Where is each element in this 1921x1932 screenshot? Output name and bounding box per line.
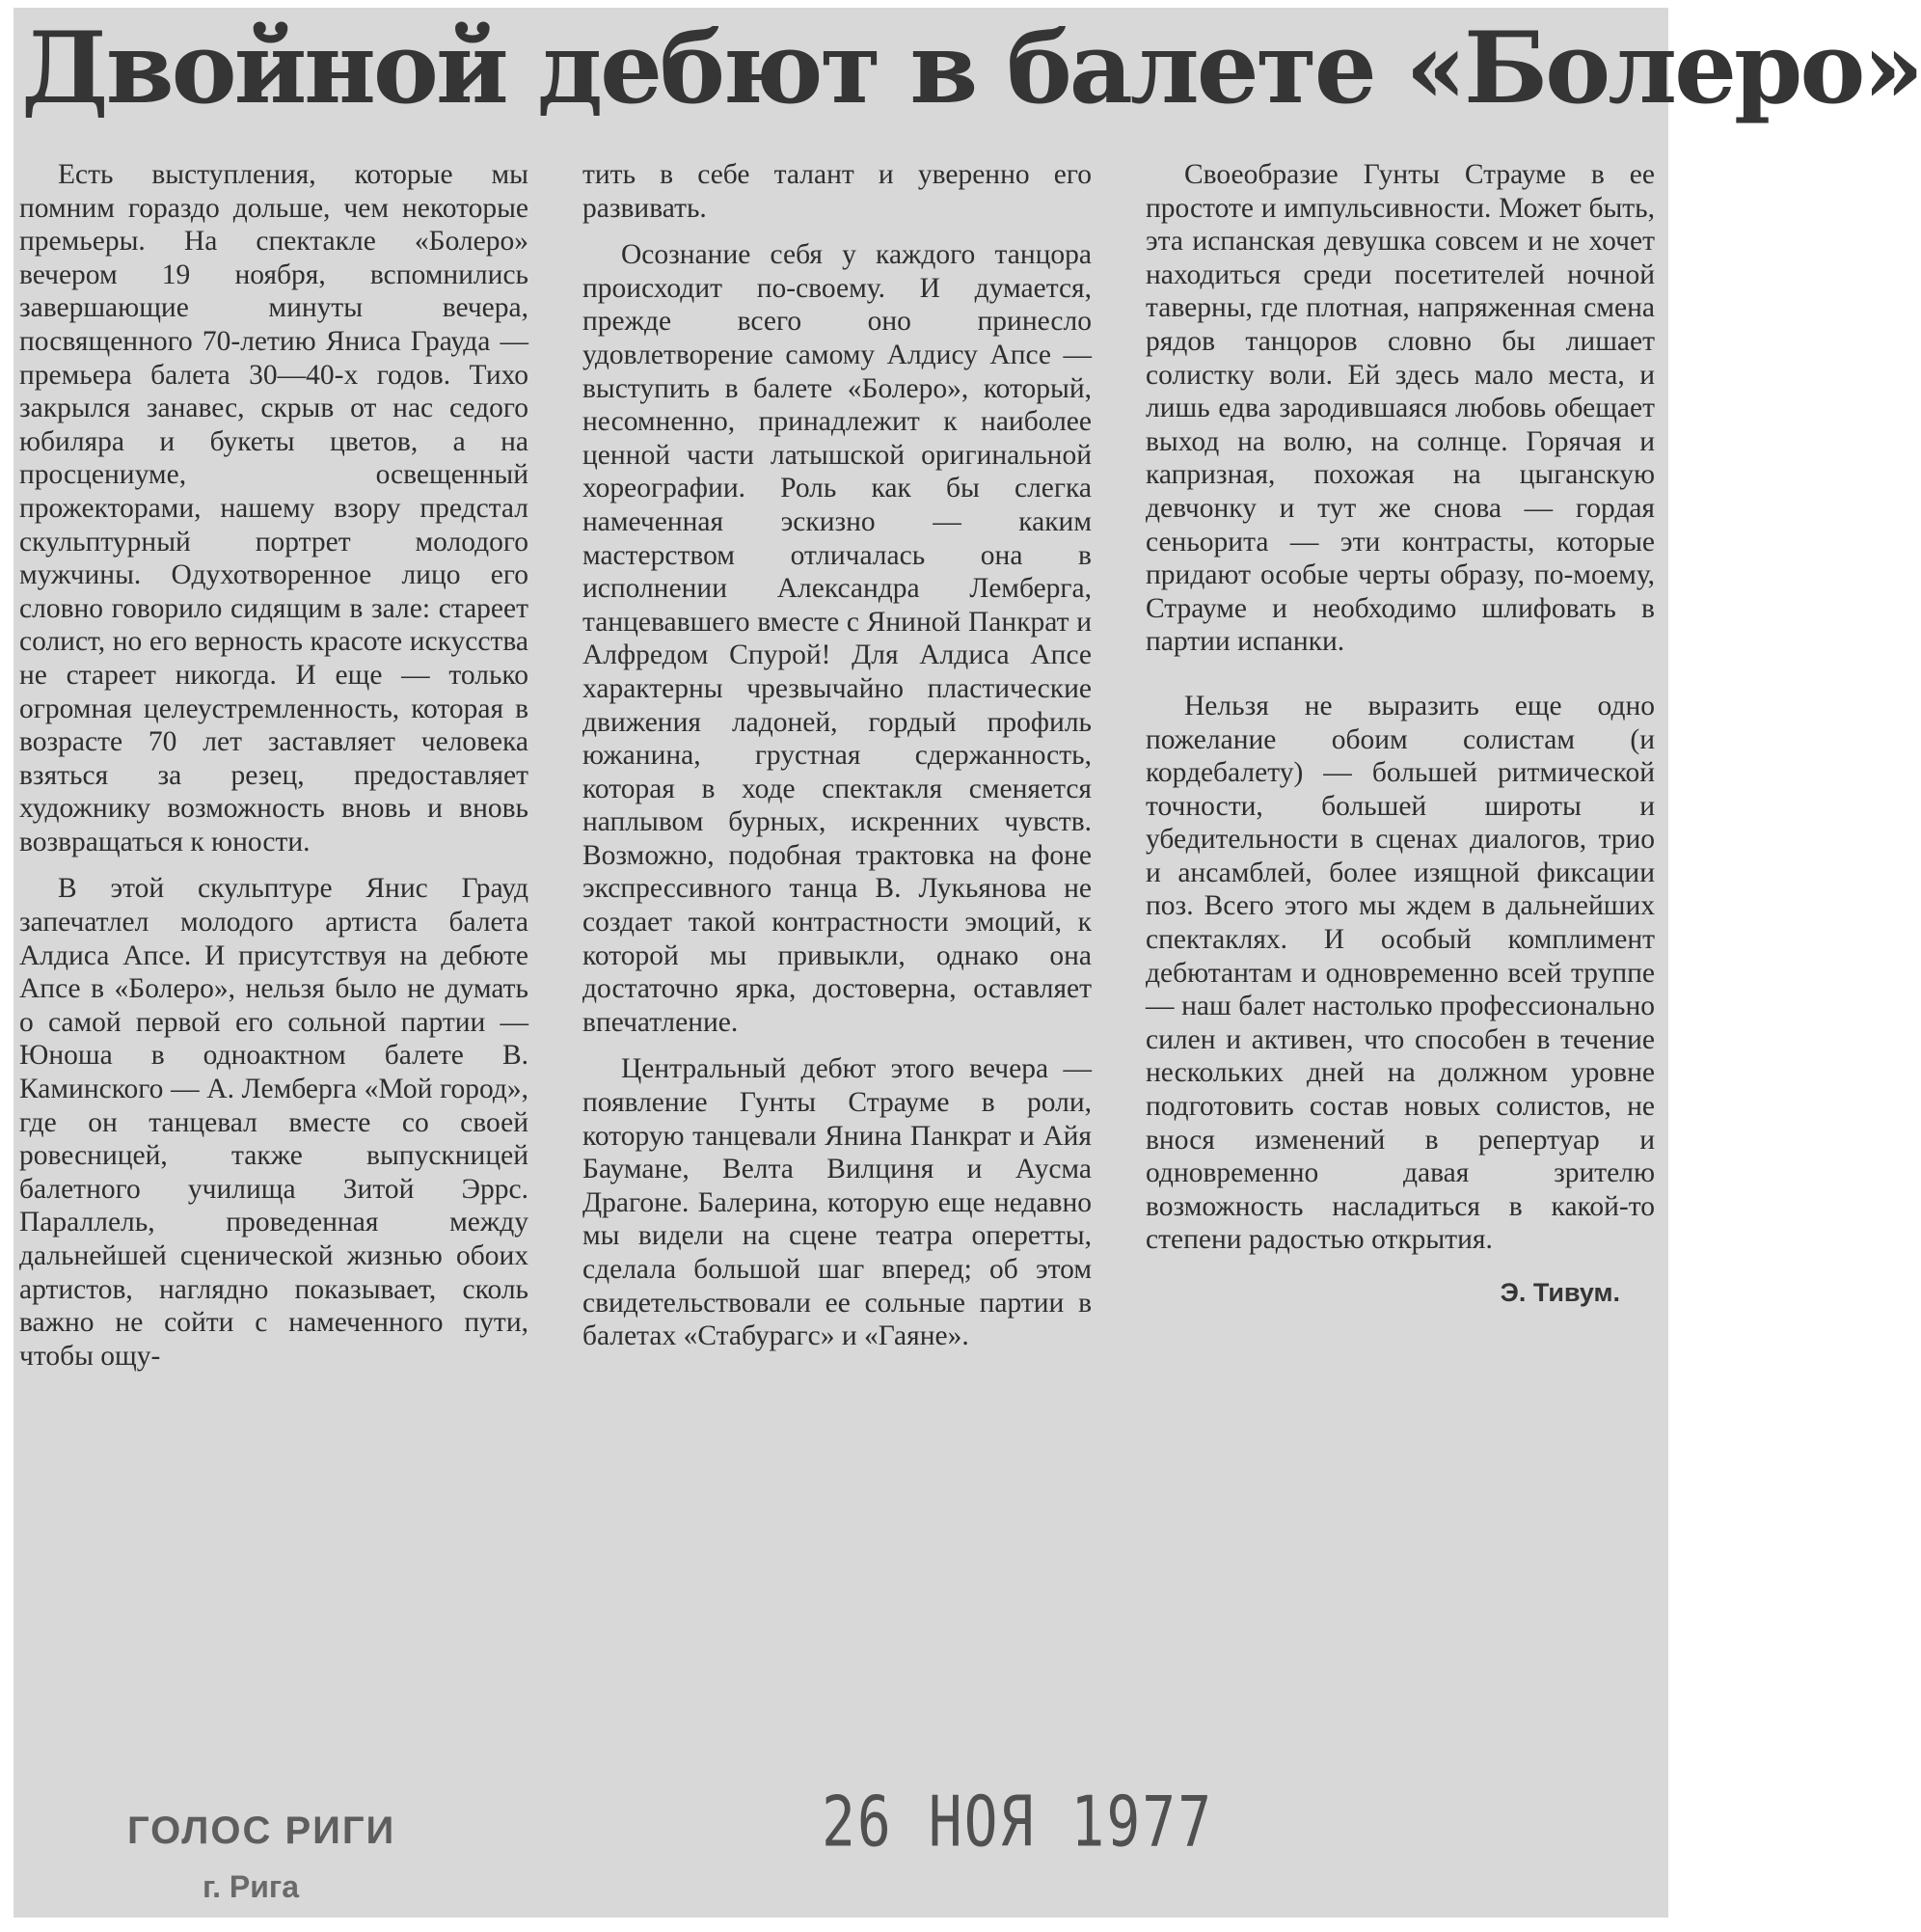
paragraph-originality: Своеобразие Гунты Страуме в ее простоте и импульсивности. Может быть, эта испанская девушка совсем и не хочет находиться среди посетителей ночной таверны, где плотная, напряженная смена рядов танцоров словно бы лишает солистку воли. Ей здесь мало места, и лишь едва зародившаяся любовь обещает выход на волю, на солнце. Горячая и капризная, похожая на цыганскую девчонку и тут же снова — гордая сеньорита — эти контрасты, которые придают особые черты образу, по-моему, Страуме и необходимо шлифовать в партии испанки. <box>1146 159 1655 658</box>
paragraph-self-awareness: Осознание себя у каждого танцора происходит по-своему. И думается, прежде всего оно принесло удовлетворение самому Алдису Апсе — выступить в балете «Болеро», который, несомненно, принадлежит к наиболее ценной части латышской оригинальной хореографии. Роль как бы слегка намеченная эскизно — каким мастерством отличалась она в исполнении Александра Лемберга, танцевавшего вместе с Яниной Панкрат и Алфредом Спурой! Для Алдиса Апсе характерны чрезвычайно пластические движения ладоней, гордый профиль южанина, грустная сдержанность, которая в ходе спектакля сменяется наплывом бурных, искренних чувств. Возможно, подобная трактовка на фоне экспрессивного танца В. Лукьянова не создает такой контрастности эмоций, к которой мы привыкли, однако она достаточно ярка, достоверна, оставляет впечатление. <box>582 239 1092 1038</box>
paragraph-opening: Есть выступления, которые мы помним гораздо дольше, чем некоторые премьеры. На спектакле «Болеро» вечером 19 ноября, вспомнились завершающие минуты вечера, посвященного 70-летию Яниса Грауда — премьера балета 30—40-х годов. Тихо закрылся занавес, скрыв от нас седого юбиляра и букеты цветов, а на просцениуме, освещенный прожекторами, нашему взору предстал скульптурный портрет молодого мужчины. Одухотворенное лицо его словно говорило сидящим в зале: стареет солист, но его верность красоте искусства не стареет никогда. И еще — только огромная целеустремленность, которая в возрасте 70 лет заставляет человека взяться за резец, предоставляет художнику возможность вновь и вновь возвращаться к юности. <box>19 159 528 857</box>
city-stamp: г. Рига <box>203 1869 300 1904</box>
article-headline: Двойной дебют в балете «Болеро» <box>21 11 1921 126</box>
article-column-2 <box>582 158 1092 1353</box>
paragraph-continuation: тить в себе талант и уверенно его развивать. <box>582 159 1092 224</box>
date-stamp: 26 НОЯ 1977 <box>822 1781 1214 1863</box>
article-column-3 <box>1146 158 1655 1310</box>
paragraph-wishes: Нельзя не выразить еще одно пожелание обоим солистам (и кордебалету) — большей ритмической точности, большей широты и убедительности в сценах диалогов, трио и ансамблей, более изящной фиксации поз. Всего этого мы ждем в дальнейших спектаклях. И особый комплимент дебютантам и одновременно всей труппе — наш балет настолько профессионально силен и активен, что способен в течение нескольких дней на должном уровне подготовить состав новых солистов, не внося изменений в репертуар и одновременно давая зрителю возможность насладиться в какой-то степени радостью открытия. <box>1146 690 1655 1256</box>
paragraph-central-debut: Центральный дебют этого вечера — появление Гунты Страуме в роли, которую танцевали Янина Панкрат и Айя Баумане, Велта Вилциня и Аусма Драгоне. Балерина, которую еще недавно мы видели на сцене театра оперетты, сделала большой шаг вперед; об этом свидетельствовали ее сольные партии в балетах «Стабурагс» и «Гаяне». <box>582 1053 1092 1352</box>
article-column-1 <box>19 158 528 1373</box>
author-signature: Э. Тивум. <box>1500 1278 1620 1307</box>
paragraph-sculpture: В этой скульптуре Янис Грауд запечатлел молодого артиста балета Алдиса Апсе. И присутствуя на дебюте Апсе в «Болеро», нельзя было не думать о самой первой его сольной партии — Юноша в одноактном балете В. Каминского — А. Лемберга «Мой город», где он танцевал вместе со своей ровесницей, также выпускницей балетного училища Зитой Эррс. Параллель, проведенная между дальнейшей сценической жизнью обоих артистов, наглядно показывает, сколь важно не сойти с намеченного пути, чтобы ощу- <box>19 873 528 1372</box>
newspaper-clipping <box>14 8 1921 1918</box>
newspaper-name-stamp: ГОЛОС РИГИ <box>127 1810 396 1852</box>
